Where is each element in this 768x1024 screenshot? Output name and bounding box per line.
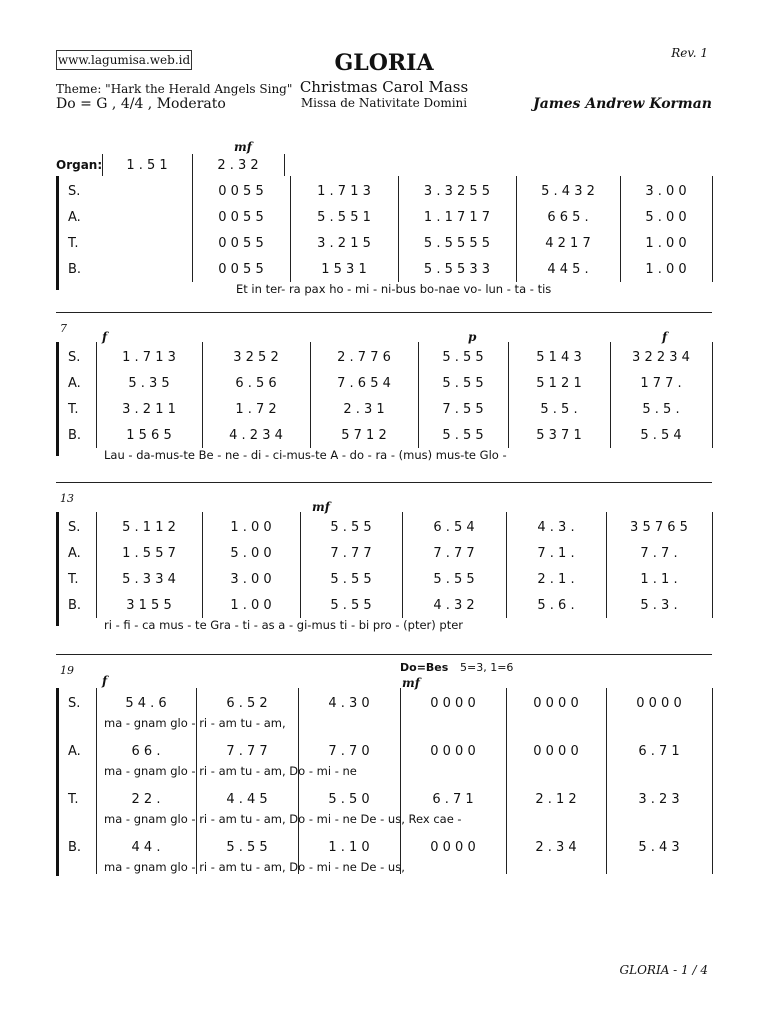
key-change-detail: 5=3, 1=6 bbox=[460, 661, 514, 674]
measure: 5 3 7 1 bbox=[536, 428, 582, 443]
measure: 6 . 7 1 bbox=[638, 744, 680, 759]
measure: 6 . 5 2 bbox=[226, 696, 268, 711]
organ-bar-line bbox=[192, 154, 193, 176]
measure: 1 5 6 5 bbox=[126, 428, 172, 443]
measure: 7 . 7 7 bbox=[226, 744, 268, 759]
measure: 0 0 5 5 bbox=[218, 236, 264, 251]
bar-line bbox=[712, 512, 713, 618]
measure: 4 . 2 3 4 bbox=[229, 428, 283, 443]
measure: 5 . 3 5 bbox=[128, 376, 170, 391]
measure: 4 4 . bbox=[131, 840, 161, 855]
measure: 3 2 5 2 bbox=[233, 350, 279, 365]
measure: 5 . 5 4 bbox=[640, 428, 682, 443]
measure: 4 . 3 0 bbox=[328, 696, 370, 711]
measure: 4 2 1 7 bbox=[545, 236, 591, 251]
measure-number: 19 bbox=[60, 664, 74, 677]
measure-number: 13 bbox=[60, 492, 74, 505]
measure: 2 . 3 1 bbox=[343, 402, 385, 417]
voice-label: A. bbox=[68, 376, 81, 391]
measure: 5 . 5 5 3 3 bbox=[423, 262, 491, 277]
voice-label: A. bbox=[68, 744, 81, 759]
measure: 5 . 0 0 bbox=[645, 210, 687, 225]
measure: 7 . 7 7 bbox=[330, 546, 372, 561]
measure: 1 . 7 1 3 bbox=[122, 350, 176, 365]
measure: 6 . 7 1 bbox=[432, 792, 474, 807]
measure: 1 . 0 0 bbox=[645, 262, 687, 277]
measure: 1 . 1 7 1 7 bbox=[423, 210, 491, 225]
measure: 5 . 5 . bbox=[540, 402, 578, 417]
measure: 5 1 4 3 bbox=[536, 350, 582, 365]
measure: 5 . 5 5 bbox=[330, 572, 372, 587]
key-info: Do = G , 4/4 , Moderato bbox=[56, 96, 226, 112]
measure: 5 . 3 3 4 bbox=[122, 572, 176, 587]
measure: 2 . 1 . bbox=[537, 572, 575, 587]
voice-label: B. bbox=[68, 262, 82, 277]
voice-label: T. bbox=[68, 236, 79, 251]
measure: 0 0 0 0 bbox=[430, 696, 476, 711]
measure: 5 4 . 6 bbox=[125, 696, 167, 711]
measure: 0 0 0 0 bbox=[430, 840, 476, 855]
page-footer: GLORIA - 1 / 4 bbox=[619, 963, 708, 977]
measure: 5 . 5 5 bbox=[330, 598, 372, 613]
system-bracket bbox=[56, 688, 63, 876]
measure: 3 . 0 0 bbox=[230, 572, 272, 587]
measure: 3 . 2 3 bbox=[638, 792, 680, 807]
measure: 0 0 0 0 bbox=[533, 744, 579, 759]
measure: 0 0 0 0 bbox=[636, 696, 682, 711]
system-lyrics: Et in ter- ra pax ho - mi - ni-bus bo-nae vo- lun - ta - tis bbox=[236, 282, 552, 296]
measure: 1 . 7 2 bbox=[235, 402, 277, 417]
measure: 5 . 5 5 bbox=[442, 350, 484, 365]
measure: 5 . 5 5 bbox=[433, 572, 475, 587]
measure: 7 . 5 5 bbox=[442, 402, 484, 417]
subtitle-latin: Missa de Nativitate Domini bbox=[300, 96, 468, 110]
measure: 1 . 0 0 bbox=[230, 598, 272, 613]
measure: 5 . 5 0 bbox=[328, 792, 370, 807]
measure: 6 . 5 4 bbox=[433, 520, 475, 535]
bar-line bbox=[712, 688, 713, 874]
measure: 5 . 5 . bbox=[642, 402, 680, 417]
measure: 2 . 3 4 bbox=[535, 840, 577, 855]
dynamic-mark: f bbox=[102, 330, 108, 344]
organ-measure: 2 . 3 2 bbox=[217, 158, 259, 173]
dynamic-mark: mf bbox=[312, 500, 330, 514]
dynamic-mark: mf bbox=[402, 676, 420, 690]
voice-label: S. bbox=[68, 184, 81, 199]
system-separator bbox=[56, 654, 712, 655]
composer: James Andrew Korman bbox=[533, 96, 712, 112]
voice-label: T. bbox=[68, 792, 79, 807]
measure: 2 2 . bbox=[131, 792, 161, 807]
measure: 5 . 5 5 bbox=[442, 376, 484, 391]
system-lyrics: ri - fi - ca mus - te Gra - ti - as a - gi-mus ti - bi pro - (pter) pter bbox=[104, 618, 464, 632]
voice-label: B. bbox=[68, 428, 82, 443]
measure: 5 . 1 1 2 bbox=[122, 520, 176, 535]
measure: 5 . 5 5 1 bbox=[317, 210, 371, 225]
measure: 4 . 4 5 bbox=[226, 792, 268, 807]
dynamic-mark: p bbox=[468, 330, 477, 344]
measure: 1 . 7 1 3 bbox=[317, 184, 371, 199]
measure: 7 . 7 7 bbox=[433, 546, 475, 561]
voice-label: S. bbox=[68, 696, 81, 711]
measure: 2 . 7 7 6 bbox=[337, 350, 391, 365]
measure: 4 . 3 . bbox=[537, 520, 575, 535]
voice-label: S. bbox=[68, 520, 81, 535]
measure: 4 . 3 2 bbox=[433, 598, 475, 613]
measure: 5 . 0 0 bbox=[230, 546, 272, 561]
organ-label: Organ: bbox=[56, 158, 103, 172]
measure: 7 . 7 . bbox=[640, 546, 678, 561]
voice-label: T. bbox=[68, 572, 79, 587]
measure: 3 . 0 0 bbox=[645, 184, 687, 199]
measure: 5 1 2 1 bbox=[536, 376, 582, 391]
measure: 3 2 2 3 4 bbox=[632, 350, 690, 365]
bar-line bbox=[712, 342, 713, 448]
system-lyrics: Lau - da-mus-te Be - ne - di - ci-mus-te A - do - ra - (mus) mus-te Glo - bbox=[104, 448, 507, 462]
measure-number: 7 bbox=[60, 322, 67, 335]
measure: 7 . 7 0 bbox=[328, 744, 370, 759]
voice-lyrics: ma - gnam glo - ri - am tu - am, Do - mi - ne De - us, bbox=[104, 860, 405, 874]
voice-label: A. bbox=[68, 546, 81, 561]
measure: 5 . 4 3 bbox=[638, 840, 680, 855]
dynamic-mark: f bbox=[662, 330, 668, 344]
revision: Rev. 1 bbox=[671, 46, 708, 60]
measure: 5 . 4 3 2 bbox=[541, 184, 595, 199]
voice-label: S. bbox=[68, 350, 81, 365]
voice-lyrics: ma - gnam glo - ri - am tu - am, Do - mi - ne De - us, Rex cae - bbox=[104, 812, 462, 826]
organ-bar-line bbox=[102, 154, 103, 176]
dynamic-mark: mf bbox=[234, 140, 252, 154]
measure: 7 . 6 5 4 bbox=[337, 376, 391, 391]
measure: 0 0 5 5 bbox=[218, 262, 264, 277]
system-bracket bbox=[56, 342, 63, 456]
measure: 1 . 0 0 bbox=[230, 520, 272, 535]
website-box[interactable]: www.lagumisa.web.id bbox=[56, 50, 192, 70]
system-bracket bbox=[56, 512, 63, 626]
measure: 0 0 0 0 bbox=[533, 696, 579, 711]
measure: 2 . 1 2 bbox=[535, 792, 577, 807]
measure: 6 6 . bbox=[131, 744, 161, 759]
page-title: GLORIA bbox=[334, 50, 434, 76]
system-separator bbox=[56, 312, 712, 313]
system-separator bbox=[56, 482, 712, 483]
measure: 5 . 3 . bbox=[640, 598, 678, 613]
dynamic-mark: f bbox=[102, 674, 108, 688]
measure: 0 0 0 0 bbox=[430, 744, 476, 759]
measure: 1 . 5 5 7 bbox=[122, 546, 176, 561]
measure: 5 . 5 5 5 5 bbox=[423, 236, 491, 251]
measure: 5 . 5 5 bbox=[226, 840, 268, 855]
measure: 6 . 5 6 bbox=[235, 376, 277, 391]
organ-bar-line bbox=[284, 154, 285, 176]
voice-label: A. bbox=[68, 210, 81, 225]
measure: 3 . 3 2 5 5 bbox=[423, 184, 491, 199]
measure: 1 . 0 0 bbox=[645, 236, 687, 251]
measure: 1 7 7 . bbox=[640, 376, 682, 391]
measure: 1 . 1 0 bbox=[328, 840, 370, 855]
measure: 3 1 5 5 bbox=[126, 598, 172, 613]
subtitle: Christmas Carol Mass bbox=[299, 78, 469, 96]
measure: 3 . 2 1 5 bbox=[317, 236, 371, 251]
measure: 3 . 2 1 1 bbox=[122, 402, 176, 417]
key-change: Do=Bes bbox=[400, 661, 449, 674]
voice-label: B. bbox=[68, 840, 82, 855]
bar-line bbox=[712, 176, 713, 282]
voice-lyrics: ma - gnam glo - ri - am tu - am, bbox=[104, 716, 286, 730]
measure: 0 0 5 5 bbox=[218, 210, 264, 225]
voice-label: T. bbox=[68, 402, 79, 417]
measure: 1 . 1 . bbox=[640, 572, 678, 587]
theme: Theme: "Hark the Herald Angels Sing" bbox=[56, 82, 293, 96]
organ-measure: 1 . 5 1 bbox=[126, 158, 168, 173]
system-bracket bbox=[56, 176, 63, 290]
voice-lyrics: ma - gnam glo - ri - am tu - am, Do - mi - ne bbox=[104, 764, 357, 778]
measure: 5 . 6 . bbox=[537, 598, 575, 613]
measure: 4 4 5 . bbox=[547, 262, 589, 277]
measure: 5 7 1 2 bbox=[341, 428, 387, 443]
measure: 5 . 5 5 bbox=[330, 520, 372, 535]
measure: 1 5 3 1 bbox=[321, 262, 367, 277]
measure: 5 . 5 5 bbox=[442, 428, 484, 443]
measure: 6 6 5 . bbox=[547, 210, 589, 225]
measure: 7 . 1 . bbox=[537, 546, 575, 561]
measure: 3 5 7 6 5 bbox=[630, 520, 688, 535]
voice-label: B. bbox=[68, 598, 82, 613]
measure: 0 0 5 5 bbox=[218, 184, 264, 199]
